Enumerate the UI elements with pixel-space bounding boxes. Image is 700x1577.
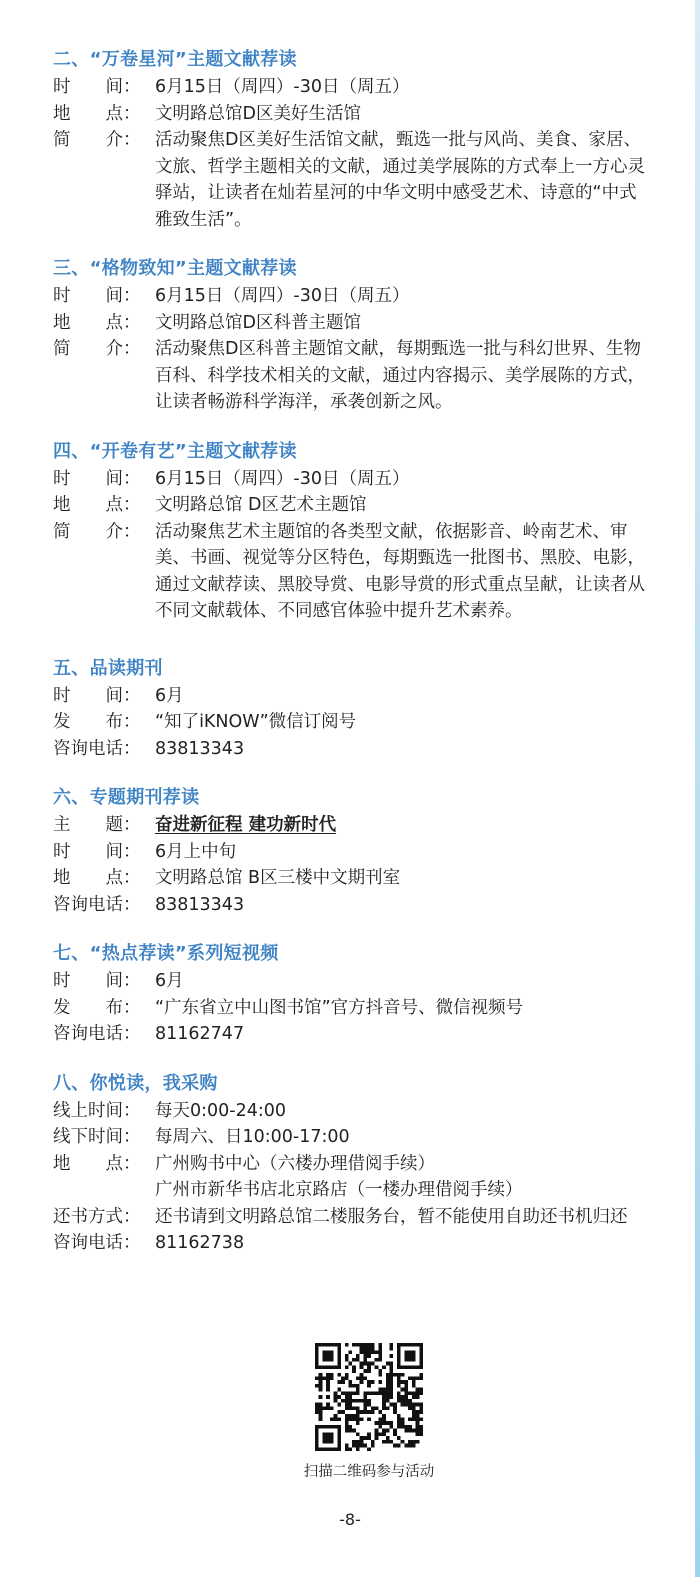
row-value: 奋进新征程 建功新时代 <box>155 815 337 835</box>
section-periodicals <box>53 655 653 763</box>
row-value: 81162738 <box>155 1233 245 1253</box>
section-wanjuan <box>53 46 653 233</box>
row-label: 咨询电话： <box>53 738 141 759</box>
section-gewu <box>53 255 653 416</box>
info-row-time <box>53 683 653 710</box>
row-label: 简 介： <box>53 130 141 150</box>
info-row-publish <box>53 709 653 736</box>
row-label: 简 介： <box>53 339 141 359</box>
row-value: 6月 <box>155 685 184 706</box>
qr-code-icon[interactable] <box>315 1343 423 1451</box>
row-label: 地 点： <box>53 868 141 888</box>
row-value: 6月 <box>155 971 184 991</box>
row-value: 文明路总馆D区美好生活馆 <box>155 103 361 124</box>
row-label: 咨询电话： <box>53 1233 141 1253</box>
section-title: 八、你悦读，我采购 <box>53 1072 218 1094</box>
info-row-intro <box>53 336 653 416</box>
row-value: 广州市新华书店北京路店（一楼办理借阅手续） <box>155 1180 523 1200</box>
info-row-place <box>53 865 653 892</box>
row-label: 地 点： <box>53 1153 141 1174</box>
info-row-publish <box>53 995 653 1022</box>
row-value: 还书请到文明路总馆二楼服务台，暂不能使用自助还书机归还 <box>155 1206 628 1227</box>
row-value: “知了iKNOW”微信订阅号 <box>155 712 357 732</box>
row-value: “广东省立中山图书馆”官方抖音号、微信视频号 <box>155 997 524 1018</box>
qr-caption: 扫描二维码参与活动 <box>303 1464 435 1480</box>
row-label: 主 题： <box>53 815 141 835</box>
row-label: 地 点： <box>53 495 141 515</box>
row-label: 时 间： <box>53 468 141 489</box>
row-label: 咨询电话： <box>53 1024 141 1044</box>
info-row-phone <box>53 1230 653 1257</box>
row-label: 时 间： <box>53 77 141 97</box>
info-row-time <box>53 968 653 995</box>
right-edge-stripe <box>695 0 700 1577</box>
row-label: 还书方式： <box>53 1206 141 1227</box>
info-row-offline-time <box>53 1124 653 1151</box>
row-value: 每周六、日10:00-17:00 <box>155 1127 350 1147</box>
page-content <box>53 46 653 1279</box>
info-row-place <box>53 101 653 128</box>
info-row-place <box>53 1151 653 1178</box>
info-row-return <box>53 1204 653 1231</box>
row-label: 地 点： <box>53 312 141 333</box>
row-value: 6月15日（周四）-30日（周五） <box>155 468 410 489</box>
row-label: 简 介： <box>53 521 141 542</box>
row-value: 81162747 <box>155 1024 245 1044</box>
info-row-time <box>53 74 653 101</box>
row-value: 广州购书中心（六楼办理借阅手续） <box>155 1153 435 1174</box>
row-label: 时 间： <box>53 685 141 706</box>
info-row-online-time <box>53 1098 653 1125</box>
info-row-time <box>53 466 653 493</box>
info-row-intro <box>53 127 653 233</box>
section-title: 三、“格物致知”主题文献荐读 <box>53 258 297 279</box>
row-label: 时 间： <box>53 841 141 862</box>
row-label: 线上时间： <box>53 1100 141 1121</box>
page-number: -8- <box>339 1510 361 1529</box>
qr-block <box>300 1343 438 1481</box>
row-value: 文明路总馆 D区艺术主题馆 <box>155 495 367 515</box>
section-reader-purchase <box>53 1070 653 1257</box>
info-row-place <box>53 310 653 337</box>
row-value: 活动聚焦D区美好生活馆文献，甄选一批与风尚、美食、家居、文旅、哲学主题相关的文献，通过美学展陈的方式奉上一方心灵驿站，让读者在灿若星河的中华文明中感受艺术、诗意的“中式雅致生活”。 <box>155 130 645 230</box>
row-label: 发 布： <box>53 712 141 732</box>
row-value: 6月15日（周四）-30日（周五） <box>155 286 410 306</box>
row-value: 6月15日（周四）-30日（周五） <box>155 77 410 97</box>
section-title: 七、“热点荐读”系列短视频 <box>53 943 279 964</box>
info-row-time <box>53 283 653 310</box>
row-label: 发 布： <box>53 997 141 1018</box>
info-row-phone <box>53 736 653 763</box>
info-row-place <box>53 492 653 519</box>
row-label: 时 间： <box>53 971 141 991</box>
section-title: 六、专题期刊荐读 <box>53 787 200 808</box>
section-short-videos <box>53 940 653 1048</box>
row-label: 线下时间： <box>53 1127 141 1147</box>
row-value: 6月上中旬 <box>155 841 237 862</box>
info-row-time <box>53 839 653 866</box>
info-row-phone <box>53 1021 653 1048</box>
row-value: 活动聚焦D区科普主题馆文献，每期甄选一批与科幻世界、生物百科、科学技术相关的文献，通过内容揭示、美学展陈的方式，让读者畅游科学海洋，承袭创新之风。 <box>155 339 645 412</box>
info-row-phone <box>53 892 653 919</box>
section-kaijuan <box>53 438 653 625</box>
section-title: 四、“开卷有艺”主题文献荐读 <box>53 440 297 462</box>
info-row-theme <box>53 812 653 839</box>
row-value: 文明路总馆D区科普主题馆 <box>155 312 361 333</box>
row-value: 活动聚焦艺术主题馆的各类型文献，依据影音、岭南艺术、审美、书画、视觉等分区特色，每期甄选一批图书、黑胶、电影，通过文献荐读、黑胶导赏、电影导赏的形式重点呈献，让读者从不同文献载体、不同感官体验中提升艺术素养。 <box>155 521 645 621</box>
row-label <box>53 1177 155 1204</box>
row-label: 时 间： <box>53 286 141 306</box>
row-value: 83813343 <box>155 738 245 759</box>
section-topic-periodicals <box>53 784 653 918</box>
section-title: 五、品读期刊 <box>53 657 163 679</box>
row-label: 地 点： <box>53 103 141 124</box>
info-row-intro <box>53 519 653 625</box>
row-value: 文明路总馆 B区三楼中文期刊室 <box>155 868 401 888</box>
row-label: 咨询电话： <box>53 894 141 915</box>
row-value: 83813343 <box>155 894 245 915</box>
row-value: 每天0:00-24:00 <box>155 1100 287 1121</box>
section-title: 二、“万卷星河”主题文献荐读 <box>53 49 297 70</box>
info-row-place-2 <box>53 1177 653 1204</box>
